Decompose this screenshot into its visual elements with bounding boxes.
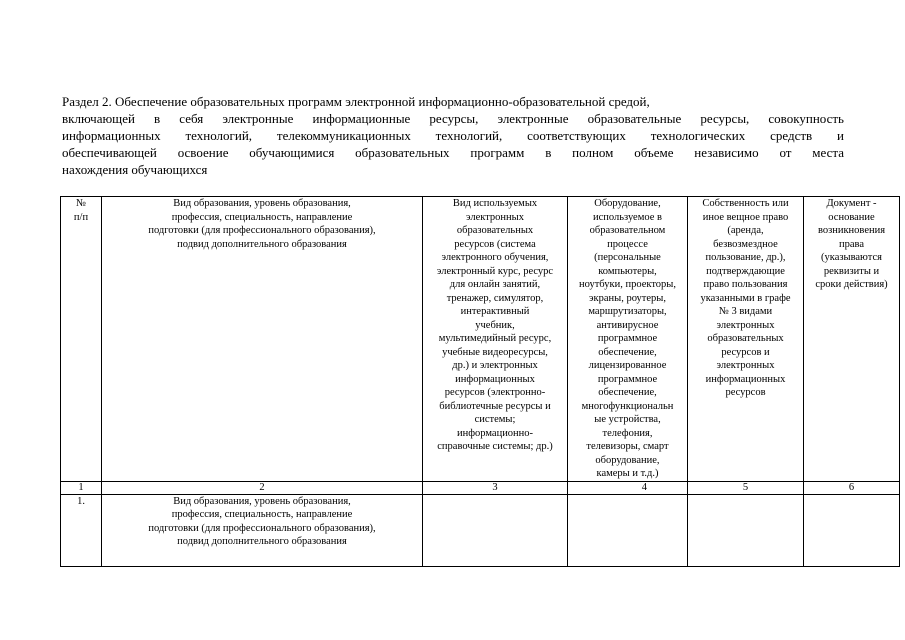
heading-line-3: информационных технологий, телекоммуникационных технологий, соответствующих технологических средств и	[62, 128, 844, 143]
education-type-cell: Вид образования, уровень образования, профессия, специальность, направление подготовки (для профессионального образования), подвид дополнительного образования	[102, 494, 423, 566]
heading-line-2: включающей в себя электронные информационные ресурсы, электронные образовательные ресурсы, совокупность	[62, 111, 844, 126]
row-number-cell: 1.	[61, 494, 102, 566]
header-cell-number: № п/п	[61, 197, 102, 482]
resources-table	[60, 196, 900, 567]
column-number-row	[61, 481, 900, 494]
header-cell-document-basis: Документ - основание возникновения права (указываются реквизиты и сроки действия)	[804, 197, 900, 482]
column-number: 5	[688, 481, 804, 494]
header-cell-equipment: Оборудование, используемое в образовательном процессе (персональные компьютеры, ноутбуки, проекторы, экраны, роутеры, маршрутизаторы, антивирусное программное обеспечение, лицензированное программное обеспечение, многофункциональн ые устройства, телефония, телевизоры, смарт оборудование, камеры и т.д.)	[568, 197, 688, 482]
electronic-resources-cell	[423, 494, 568, 566]
header-cell-electronic-resources: Вид используемых электронных образовательных ресурсов (система электронного обучения, электронный курс, ресурс для онлайн занятий, тренажер, симулятор, интерактивный учебник, мультимедийный ресурс, учебные видеоресурсы, др.) и электронных информационных ресурсов (электронно- библиотечные ресурсы и системы; информационно- справочные системы; др.)	[423, 197, 568, 482]
table-header-row	[61, 197, 900, 482]
header-cell-education-type: Вид образования, уровень образования, профессия, специальность, направление подготовки (для профессионального образования), подвид дополнительного образования	[102, 197, 423, 482]
heading-line-5: нахождения обучающихся	[62, 162, 208, 177]
ownership-right-cell	[688, 494, 804, 566]
equipment-cell	[568, 494, 688, 566]
column-number: 1	[61, 481, 102, 494]
heading-line-1: Раздел 2. Обеспечение образовательных программ электронной информационно-образовательной средой,	[62, 94, 650, 109]
section-heading	[62, 93, 844, 178]
column-number: 2	[102, 481, 423, 494]
column-number: 3	[423, 481, 568, 494]
table-row	[61, 494, 900, 566]
header-cell-ownership-right: Собственность или иное вещное право (аренда, безвозмездное пользование, др.), подтверждающие право пользования указанными в графе № 3 видами электронных образовательных ресурсов и электронных информационных ресурсов	[688, 197, 804, 482]
heading-line-4: обеспечивающей освоение обучающимися образовательных программ в полном объеме независимо от места	[62, 145, 844, 160]
column-number: 4	[568, 481, 688, 494]
column-number: 6	[804, 481, 900, 494]
document-basis-cell	[804, 494, 900, 566]
